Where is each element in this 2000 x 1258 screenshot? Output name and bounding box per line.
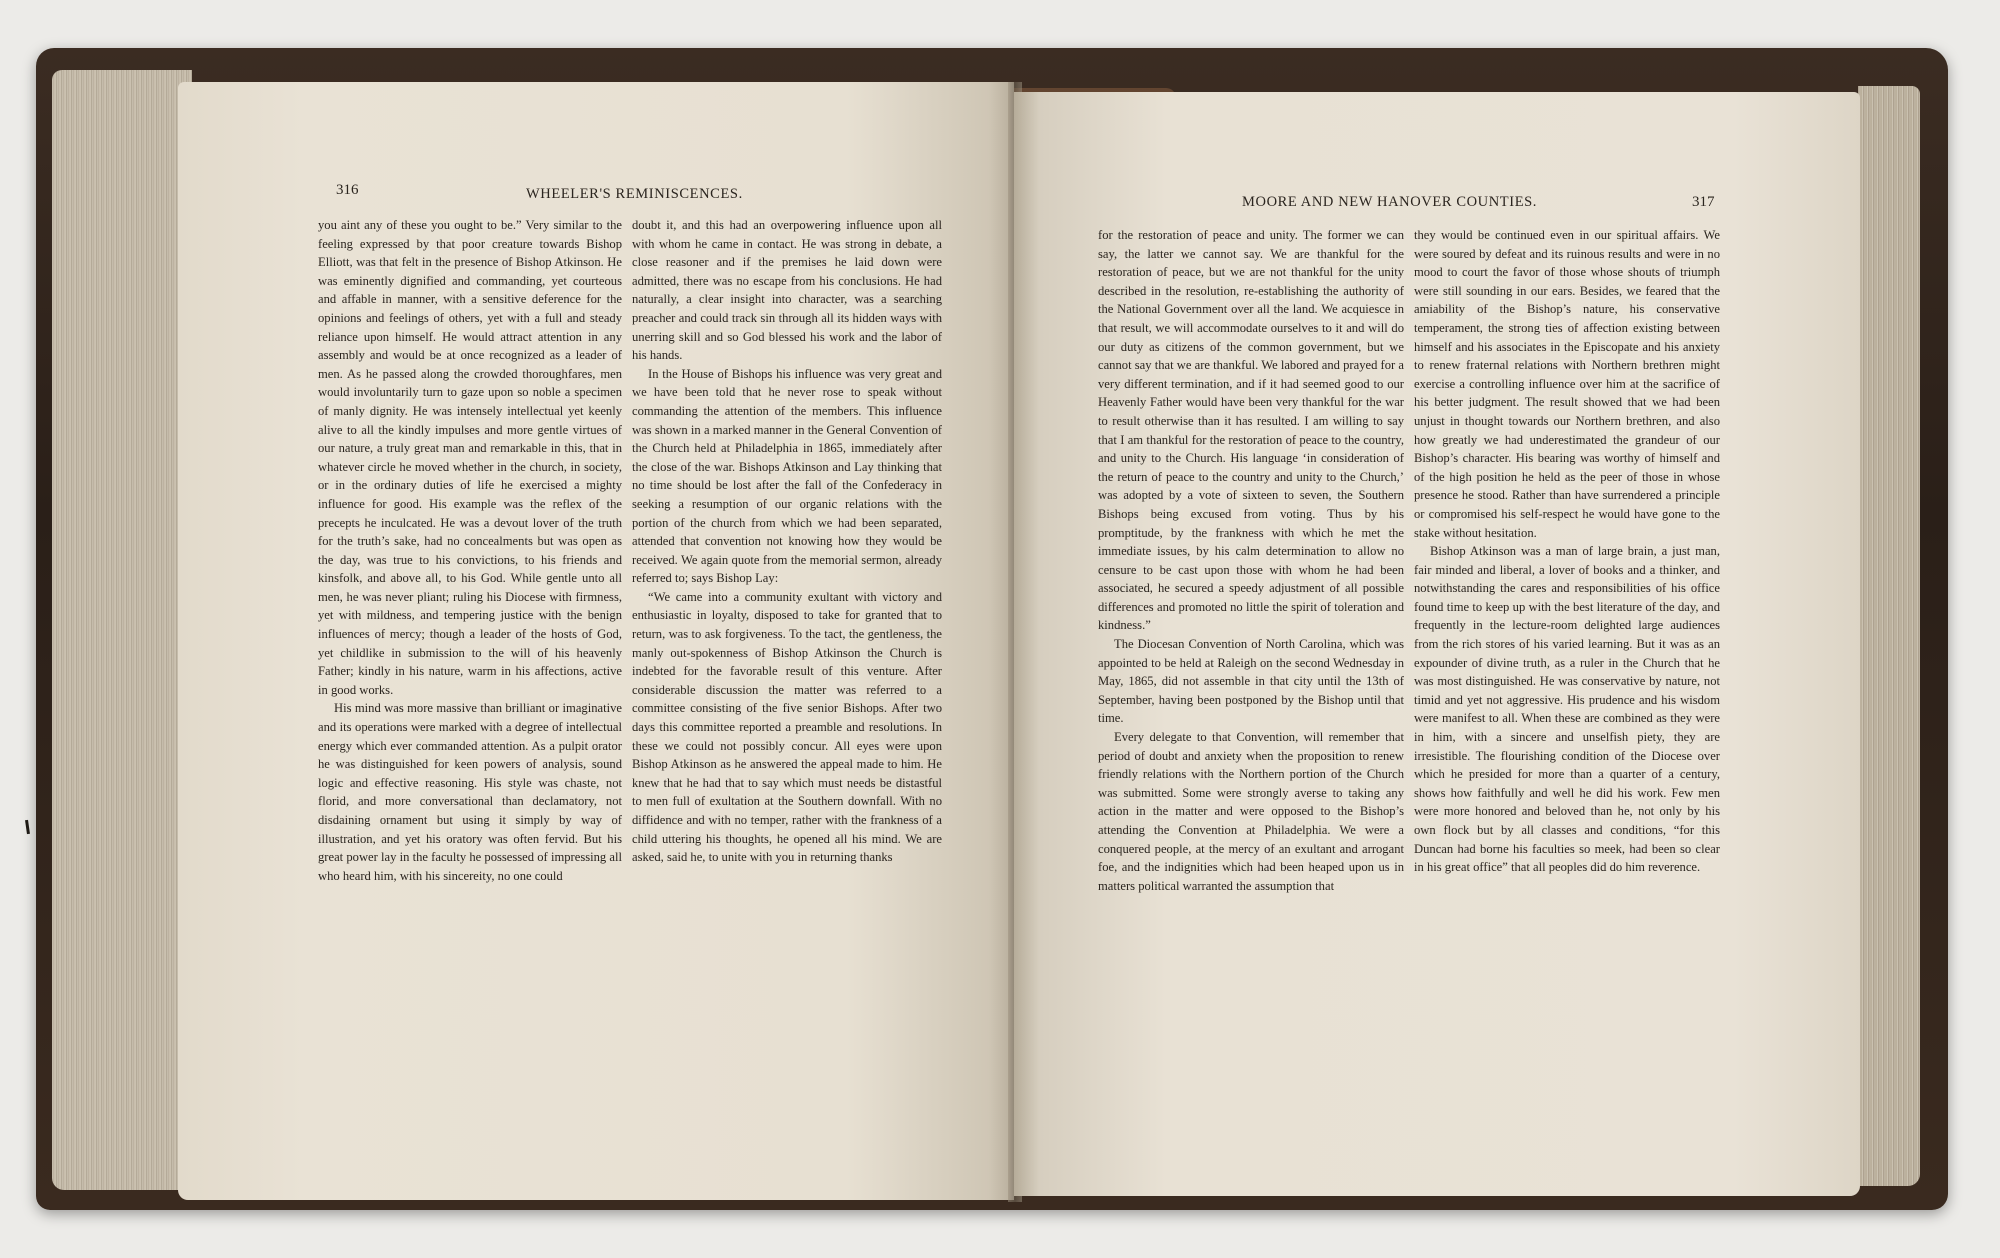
paragraph: The Diocesan Convention of North Carolina, which was appointed to be held at Raleigh on the second Wednesday in May, 1865, did not assemble in that city until the 13th of September, having been postponed by the Bishop until that time. <box>1098 637 1404 726</box>
left-page-column-1 <box>318 216 622 885</box>
left-page <box>178 82 1014 1200</box>
left-page-column-2 <box>632 216 942 867</box>
paragraph: “We came into a community exultant with victory and enthusiastic in loyalty, disposed to take for granted that to return, was to ask forgiveness. To the tact, the gentleness, the manly out-spokenness of Bishop Atkinson the Church is indebted for the favorable result of this venture. After considerable discussion the matter was referred to a committee consisting of the five senior Bishops. After two days this committee reported a preamble and resolutions. In these we could not possibly concur. All eyes were upon Bishop Atkinson as he answered the appeal made to him. He knew that he had that to say which must needs be distastful to men full of exultation at the Southern downfall. With no diffidence and with no temper, rather with the frankness of a child uttering his thoughts, he opened all his mind. We are asked, said he, to unite with you in returning thanks <box>632 589 942 865</box>
running-head-left: WHEELER'S REMINISCENCES. <box>526 186 743 202</box>
page-edges-left <box>52 70 192 1190</box>
right-page-column-1 <box>1098 226 1404 895</box>
paragraph: Every delegate to that Convention, will remember that period of doubt and anxiety when the proposition to renew friendly relations with the Northern portion of the Church was submitted. Some were strongly averse to taking any action in the matter and were opposed to the Bishop’s attending the Convention at Philadelphia. We were a conquered people, at the mercy of an exultant and arrogant foe, and the indignities which had been heaped upon us in matters political warranted the assumption that <box>1098 730 1404 893</box>
paragraph: His mind was more massive than brilliant or imaginative and its operations were marked with a degree of intellectual energy which ever commanded attention. As a pulpit orator he was distinguished for keen powers of analysis, sound logic and effective reasoning. His style was chaste, not florid, and more conversational than declamatory, not disdaining ornament but using it simply by way of illustration, and yet his oratory was often fervid. But his great power lay in the faculty he possessed of impressing all who heard him, with his sincereity, no one could <box>318 701 622 883</box>
right-page <box>1014 92 1860 1196</box>
paragraph: you aint any of these you ought to be.” Very similar to the feeling expressed by that poor creature towards Bishop Elliott, was that felt in the presence of Bishop Atkinson. He was eminently dignified and commanding, yet courteous and affable in manner, with a sensitive deference for the opinions and feelings of others, yet with a full and steady reliance upon himself. He would attract attention in any assembly and would be at once recognized as a leader of men. As he passed along the crowded thoroughfares, men would involuntarily turn to gaze upon so noble a specimen of manly dignity. He was intensely intellectual yet keenly alive to all the kindly impulses and more gentle virtues of our nature, a truly great man and remarkable in this, that in whatever circle he moved whether in the church, in society, or in the ordinary duties of life he exercised a mighty influence for good. His example was the reflex of the precepts he inculcated. He was a devout lover of the truth for the truth’s sake, had no concealments but was open as the day, was true to his convictions, to his friends and kinsfolk, and above all, to his God. While gentle unto all men, he was never pliant; ruling his Diocese with firmness, yet with mildness, and tempering justice with the benign influences of mercy; though a leader of the hosts of God, yet childlike in submission to the will of his heavenly Father; kindly in his nature, warm in his affections, active in good works. <box>318 218 622 697</box>
page-number-left: 316 <box>336 182 359 198</box>
paragraph: doubt it, and this had an overpowering influence upon all with whom he came in contact. He was strong in debate, a close reasoner and if the premises he laid down were admitted, there was no escape from his conclusions. He had naturally, a clear insight into character, was a searching preacher and could track sin through all its hidden ways with unerring skill and so God blessed his work and the labor of his hands. <box>632 218 942 363</box>
margin-mark <box>25 820 30 834</box>
page-edges-right <box>1858 86 1920 1186</box>
paragraph: they would be continued even in our spiritual affairs. We were soured by defeat and its ruinous results and were in no mood to court the favor of those whose shouts of triumph were still sounding in our ears. Besides, we feared that the amiability of the Bishop’s nature, his conservative temperament, the strong ties of affection existing between himself and his associates in the Episcopate and his anxiety to renew fraternal relations with Northern brethren might exercise a controlling influence over him at the sacrifice of his better judgment. The result showed that we had been unjust in thought towards our Northern brethren, and also how greatly we had underestimated the grandeur of our Bishop’s character. His bearing was worthy of himself and of the high position he held as the peer of those in whose presence he stood. Rather than have surrendered a principle or compromised his self-respect he would have gone to the stake without hesitation. <box>1414 228 1720 540</box>
right-page-column-2 <box>1414 226 1720 877</box>
page-number-right: 317 <box>1692 194 1715 210</box>
running-head-right: MOORE AND NEW HANOVER COUNTIES. <box>1242 194 1538 210</box>
paragraph: In the House of Bishops his influence was very great and we have been told that he never rose to speak without commanding the attention of the members. This influence was shown in a marked manner in the General Convention of the Church held at Philadelphia in 1865, immediately after the close of the war. Bishops Atkinson and Lay thinking that no time should be lost after the fall of the Confederacy in seeking a resumption of our organic relations with the portion of the church from which we had been separated, attended that convention not knowing how they would be received. We again quote from the memorial sermon, already referred to; says Bishop Lay: <box>632 366 942 586</box>
paragraph: Bishop Atkinson was a man of large brain, a just man, fair minded and liberal, a lover of books and a thinker, and notwithstanding the cares and responsibilities of his office found time to keep up with the best literature of the day, and frequently in the lecture-room delighted large audiences from the rich stores of his varied learning. But it was as an expounder of divine truth, as a ruler in the Church that he was most distinguished. He was conservative by nature, not timid and yet not aggressive. His prudence and his wisdom were manifest to all. When these are combined as they were in him, with a sincere and unselfish piety, they are irresistible. The flourishing condition of the Diocese over which he presided for more than a quarter of a century, shows how faithfully and well he did his work. Few men were more honored and beloved than he, not only by his own flock but by all classes and conditions, “for this Duncan had borne his faculties so meek, had been so clear in his great office” that all peoples did do him reverence. <box>1414 544 1720 875</box>
paragraph: for the restoration of peace and unity. The former we can say, the latter we cannot say. We are thankful for the restoration of peace, but we are not thankful for the unity described in the resolution, re-establishing the authority of the National Government over all the land. We acquiesce in that result, we will accommodate ourselves to it and will do our duty as citizens of the common government, but we cannot say that we are thankful. We labored and prayed for a very different termination, and if it had seemed good to our Heavenly Father would have been very thankful for the war to result otherwise than it has resulted. I am willing to say that I am thankful for the restoration of peace to the country, and unity to the Church. His language ‘in consideration of the return of peace to the country and unity to the Church,’ was adopted by a vote of sixteen to seven, the Southern Bishops being excused from voting. Thus by his promptitude, by the frankness with which he met the immediate issues, by his calm determination to allow no censure to be cast upon those with whom he had been associated, he secured a speedy adjustment of all possible differences and promoted no little the spirit of toleration and kindness.” <box>1098 228 1404 633</box>
